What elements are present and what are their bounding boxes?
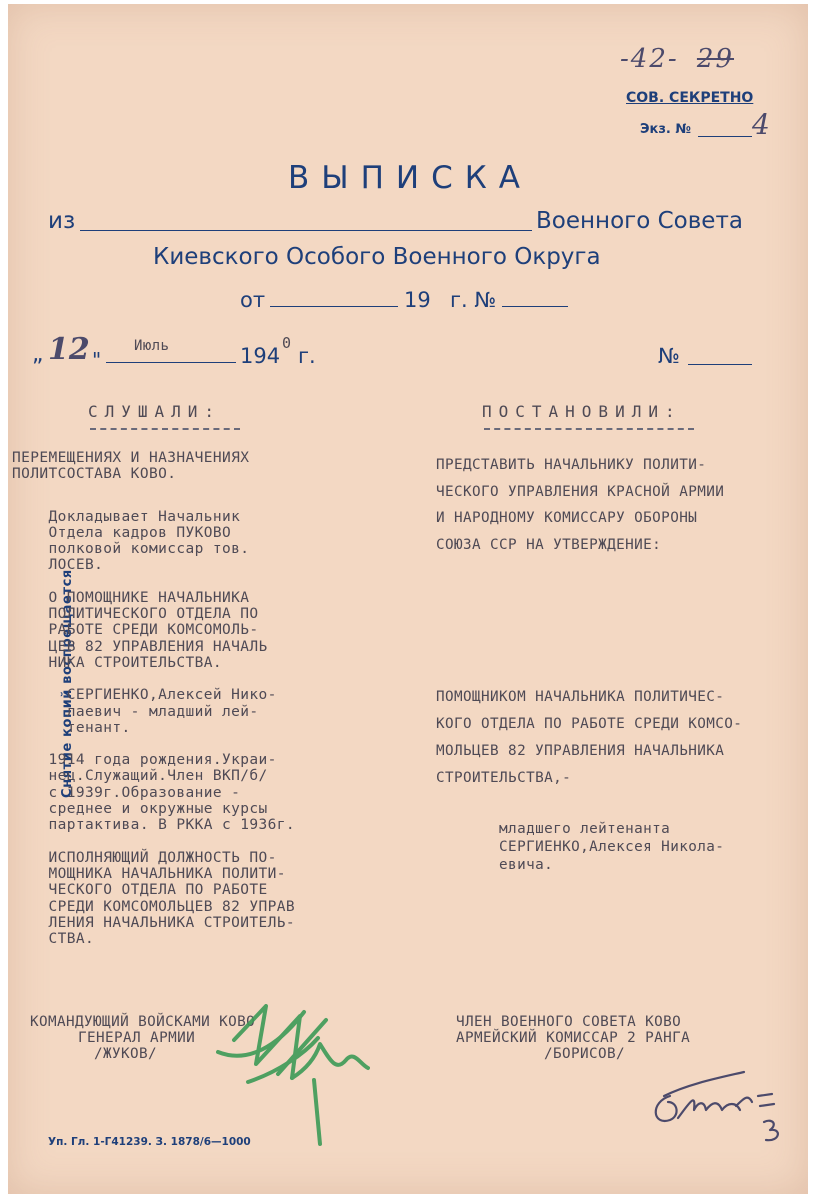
signature-right-line: ЧЛЕН ВОЕННОГО СОВЕТА КОВО	[456, 1014, 682, 1030]
protocol-number-line	[688, 364, 752, 365]
date-day: 12	[48, 332, 90, 367]
signature-right-line: /БОРИСОВ/	[544, 1046, 626, 1062]
heard-line: с 1939г.Образование -	[12, 784, 241, 801]
heard-line: ЛОСЕВ.	[12, 557, 104, 574]
classification-label: СОВ. СЕКРЕТНО	[626, 90, 754, 106]
heard-line: ЧЕСКОГО ОТДЕЛА ПО РАБОТЕ	[12, 882, 268, 899]
header-blank-line	[80, 230, 532, 231]
heard-line: Докладывает Начальник	[12, 508, 241, 525]
page-number-struck: 29	[696, 44, 735, 74]
print-info: Уп. Гл. 1-Г41239. З. 1878/6—1000	[48, 1136, 251, 1148]
header-number-line	[502, 306, 568, 307]
resolved-line: ЧЕСКОГО УПРАВЛЕНИЯ КРАСНОЙ АРМИИ	[436, 483, 725, 500]
header-date-line	[270, 306, 398, 307]
header-district: Киевского Особого Военного Округа	[153, 244, 601, 270]
resolved-line: ПОМОЩНИКОМ НАЧАЛЬНИКА ПОЛИТИЧЕС-	[436, 689, 725, 705]
heard-line: СРЕДИ КОМСОМОЛЬЦЕВ 82 УПРАВ	[12, 898, 296, 915]
heard-line: О ПОМОЩНИКЕ НАЧАЛЬНИКА	[12, 589, 250, 606]
heard-line: МОЩНИКА НАЧАЛЬНИКА ПОЛИТИ-	[12, 865, 286, 882]
heard-line: полковой комиссар тов.	[12, 541, 250, 558]
resolved-line: КОГО ОТДЕЛА ПО РАБОТЕ СРЕДИ КОМСО-	[436, 716, 743, 732]
copy-number-label: Экз. №	[640, 122, 692, 137]
heard-line: Отдела кадров ПУКОВО	[12, 524, 232, 541]
signature-right-block	[456, 1014, 690, 1062]
resolved-heading-underline	[484, 428, 694, 430]
signature-left-line: ГЕНЕРАЛ АРМИИ	[78, 1030, 196, 1046]
heard-line: ПОЛИТИЧЕСКОГО ОТДЕЛА ПО	[12, 606, 259, 623]
page-number	[620, 44, 734, 74]
header-from-label: из	[48, 208, 76, 234]
heard-line	[12, 834, 384, 850]
resolved-line: И НАРОДНОМУ КОМИССАРУ ОБОРОНЫ	[436, 510, 698, 526]
signature-right-line: АРМЕЙСКИЙ КОМИССАР 2 РАНГА	[456, 1030, 691, 1046]
resolved-line: СЕРГИЕНКО,Алексея Никола-	[436, 839, 725, 855]
header-date-from: от	[240, 288, 266, 312]
heard-line: РАБОТЕ СРЕДИ КОМСОМОЛЬ-	[12, 622, 259, 639]
resolved-line: СОЮЗА ССР НА УТВЕРЖДЕНИЕ:	[436, 536, 662, 553]
resolved-heading: ПОСТАНОВИЛИ:	[482, 402, 682, 421]
resolved-line: евича.	[436, 857, 554, 873]
heard-line: ЛЕНИЯ НАЧАЛЬНИКА СТРОИТЕЛЬ-	[12, 914, 296, 931]
heard-line: ИСПОЛНЯЮЩИЙ ДОЛЖНОСТЬ ПО-	[12, 849, 277, 866]
header-year-prefix: 19	[404, 288, 431, 312]
date-year-digit: 0	[282, 334, 292, 352]
heard-line: лаевич - младший лей-	[12, 703, 259, 720]
heard-line	[12, 736, 384, 752]
zhukov-signature	[208, 994, 378, 1154]
resolved-block-a	[436, 452, 724, 558]
heard-line: нец.Служащий.Член ВКП/б/	[12, 768, 268, 785]
heard-line: среднее и окружные курсы	[12, 801, 268, 818]
date-year-prefix: 194	[240, 344, 281, 368]
heard-line: НИКА СТРОИТЕЛЬСТВА.	[12, 654, 222, 671]
resolved-line: СТРОИТЕЛЬСТВА,-	[436, 770, 572, 786]
heard-text-block	[12, 450, 384, 947]
header-number-label: г. №	[450, 288, 497, 312]
document-sheet	[8, 4, 808, 1194]
page-number-current: -42-	[620, 44, 679, 74]
copy-prohibited-stamp: Снятие копий воспрещается	[60, 569, 75, 798]
resolved-block-c	[436, 820, 724, 874]
heard-heading-underline	[90, 428, 240, 430]
heard-line	[12, 483, 384, 509]
date-month: Июль	[134, 338, 170, 354]
heard-line	[12, 574, 384, 590]
heard-line: СТВА.	[12, 931, 95, 948]
heard-line: СЕРГИЕНКО,Алексей Нико-	[12, 687, 277, 704]
resolved-block-b	[436, 684, 742, 792]
resolved-line: ПРЕДСТАВИТЬ НАЧАЛЬНИКУ ПОЛИТИ-	[436, 457, 707, 473]
heard-line: тенант.	[12, 719, 131, 736]
protocol-number-label: №	[658, 344, 680, 368]
copy-number-line	[698, 136, 752, 137]
handwritten-mark: 4	[752, 108, 770, 141]
resolved-line: МОЛЬЦЕВ 82 УПРАВЛЕНИЯ НАЧАЛЬНИКА	[436, 743, 725, 759]
heard-line: 1914 года рождения.Украи-	[12, 752, 277, 769]
document-title: ВЫПИСКА	[288, 160, 532, 196]
resolved-line: младшего лейтенанта	[436, 821, 671, 837]
heard-line: партактива. В РККА с 1936г.	[12, 817, 296, 834]
date-open-quote: „	[32, 342, 44, 367]
date-month-line	[106, 362, 236, 363]
signature-left-line: КОМАНДУЮЩИЙ ВОЙСКАМИ КОВО	[30, 1014, 256, 1030]
heard-line: ПЕРЕМЕЩЕНИЯХ И НАЗНАЧЕНИЯХ	[12, 450, 250, 466]
heard-line: ЦЕВ 82 УПРАВЛЕНИЯ НАЧАЛЬ	[12, 638, 268, 655]
date-year-suffix: г.	[298, 344, 316, 368]
heard-line: ПОЛИТСОСТАВА КОВО.	[12, 466, 177, 483]
heard-line	[12, 671, 384, 687]
date-close-quote: "	[92, 348, 102, 372]
heard-heading: СЛУШАЛИ:	[88, 402, 222, 421]
signature-left-line: /ЖУКОВ/	[94, 1046, 158, 1062]
header-council: Военного Совета	[536, 208, 743, 234]
borisov-signature	[648, 1062, 798, 1152]
